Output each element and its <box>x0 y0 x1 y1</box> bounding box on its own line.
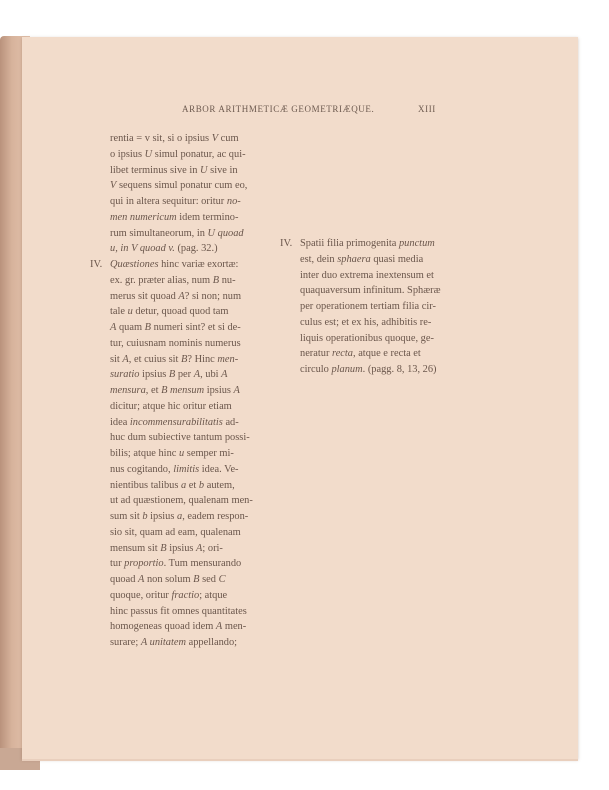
text-line <box>90 430 270 446</box>
italic-text: A <box>193 369 201 381</box>
italic-text: A <box>178 290 185 302</box>
text-line <box>90 273 270 289</box>
italic-text: B <box>181 353 188 365</box>
italic-text: incommensurabilitatis <box>129 416 223 428</box>
running-head-title: ARBOR ARITHMETICÆ GEOMETRIÆQUE. <box>182 104 375 114</box>
section-number: IV. <box>90 259 103 270</box>
italic-text: A <box>196 542 203 554</box>
text-line <box>90 367 270 383</box>
italic-text: u, in V quoad v. <box>110 243 175 255</box>
text-line <box>90 289 270 305</box>
text-segment: nus cogitando, <box>110 463 174 475</box>
text-line <box>280 331 460 347</box>
text-segment: sequens simul ponatur cum eo, <box>116 180 248 192</box>
text-segment: quasi media <box>370 253 424 265</box>
italic-text: B <box>212 274 220 286</box>
text-line <box>90 399 270 415</box>
text-segment: sio sit, quam ad eam, qualenam <box>110 526 241 538</box>
italic-text: punctum <box>398 238 435 249</box>
text-segment: quaquaversum infinitum. Sphæræ <box>300 285 441 297</box>
text-segment: , ubi <box>200 369 222 381</box>
italic-text: V <box>110 180 117 192</box>
text-segment: quoad <box>110 574 138 585</box>
text-segment: libet terminus sive in <box>110 164 201 176</box>
text-segment: per <box>175 369 194 381</box>
italic-text: A <box>138 574 145 585</box>
italic-text: B mensum <box>161 385 205 396</box>
text-segment: . (pagg. 8, 13, 26) <box>362 364 437 375</box>
text-line <box>110 178 270 194</box>
text-segment: inter duo extrema inextensum et <box>300 269 434 281</box>
text-segment: Spatii filia primogenita <box>300 238 399 249</box>
text-segment: simul ponatur, ac qui- <box>152 148 246 160</box>
italic-text: b <box>142 511 148 522</box>
italic-text: U <box>144 148 153 160</box>
text-segment: ex. gr. præter alias, num <box>110 274 213 286</box>
italic-text: A <box>221 369 228 381</box>
italic-text: B <box>144 322 151 333</box>
text-segment: rum simultaneorum, in <box>110 227 208 239</box>
text-line <box>110 226 270 242</box>
text-segment: ? Hinc <box>187 353 218 365</box>
text-line <box>280 268 460 284</box>
italic-text: limitis <box>173 463 200 475</box>
italic-text: recta <box>332 348 353 360</box>
italic-text: sphaera <box>337 253 371 265</box>
text-segment: bilis; atque hinc <box>110 448 179 459</box>
text-segment: sit <box>110 353 123 365</box>
text-line <box>90 635 270 651</box>
text-line <box>110 163 270 179</box>
italic-text: proportio <box>124 558 164 570</box>
text-segment: men- <box>222 621 247 633</box>
text-line <box>280 236 460 252</box>
text-line <box>90 619 270 635</box>
italic-text: planum <box>331 364 363 375</box>
right-section-iv <box>280 236 460 378</box>
text-segment: circulo <box>300 364 332 375</box>
text-line <box>90 572 270 588</box>
text-segment: , eadem respon- <box>182 511 249 522</box>
text-line <box>280 315 460 331</box>
text-line <box>90 320 270 336</box>
text-line <box>90 383 270 399</box>
italic-text: suratio <box>110 369 140 381</box>
left-column <box>90 131 270 651</box>
text-line <box>90 556 270 572</box>
text-line <box>90 509 270 525</box>
text-segment: liquis operationibus quoque, ge- <box>300 332 434 344</box>
text-segment: ipsius <box>139 369 169 381</box>
text-line <box>90 336 270 352</box>
italic-text: B <box>168 369 176 381</box>
text-segment: hinc variæ exortæ: <box>158 259 239 270</box>
text-segment: culus est; et ex his, adhibitis re- <box>300 316 432 328</box>
text-segment: nu- <box>219 274 236 286</box>
text-segment: per operationem tertiam filia cir- <box>300 301 436 312</box>
italic-text: mensura <box>110 385 146 396</box>
text-line <box>90 525 270 541</box>
italic-text: U <box>200 164 208 176</box>
text-line <box>110 210 270 226</box>
text-segment: quam <box>116 322 145 333</box>
text-line <box>90 493 270 509</box>
text-segment: ad- <box>222 416 239 428</box>
text-segment: et <box>186 479 199 491</box>
text-segment: tur, cuiusnam nominis numerus <box>110 337 241 349</box>
text-line <box>90 478 270 494</box>
italic-text: U quoad <box>207 227 244 239</box>
text-segment: dicitur; atque hic oritur etiam <box>110 400 232 412</box>
text-segment: , et <box>145 385 162 396</box>
text-line <box>280 362 460 378</box>
text-line <box>90 415 270 431</box>
text-segment: tale <box>110 306 128 318</box>
italic-text: A <box>122 353 129 365</box>
italic-text: Quæstiones <box>110 259 159 270</box>
italic-text: C <box>218 574 226 585</box>
italic-text: u <box>178 448 185 459</box>
section-number: IV. <box>280 238 293 249</box>
text-segment: sed <box>199 574 219 585</box>
italic-text: men numericum <box>110 211 177 223</box>
text-segment: numeri sint? et si de- <box>151 322 241 333</box>
text-segment: cum <box>218 133 239 144</box>
text-segment: quoque, oritur <box>110 589 172 601</box>
text-segment: appellando; <box>186 637 238 648</box>
italic-text: A <box>110 322 117 333</box>
text-segment: ; atque <box>199 589 228 601</box>
italic-text: a <box>181 479 187 491</box>
left-section-iv <box>90 257 270 651</box>
italic-text: a <box>177 511 183 522</box>
text-line <box>110 147 270 163</box>
left-continuation-paragraph <box>90 131 270 257</box>
text-line <box>90 304 270 320</box>
page-bottom-edge <box>22 759 578 761</box>
text-line <box>90 541 270 557</box>
italic-text: B <box>193 574 200 585</box>
text-segment: est, dein <box>300 253 338 265</box>
text-segment: rentia = v sit, si o ipsius <box>110 133 212 144</box>
text-segment: semper mi- <box>184 448 234 459</box>
text-line <box>90 604 270 620</box>
text-segment: detur, quoad quod tam <box>132 306 229 318</box>
text-line <box>90 588 270 604</box>
text-segment: hinc passus fit omnes quantitates <box>110 605 247 617</box>
text-line <box>280 299 460 315</box>
page-number: XIII <box>418 104 436 114</box>
italic-text: A <box>215 621 223 633</box>
text-segment: , et cuius sit <box>128 353 182 365</box>
italic-text: b <box>198 479 205 491</box>
text-line <box>280 283 460 299</box>
italic-text: men- <box>217 353 239 365</box>
text-segment: ut ad quæstionem, qualenam men- <box>110 495 253 507</box>
text-line <box>90 446 270 462</box>
text-segment: surare; <box>110 637 141 648</box>
text-segment: idem termino- <box>176 211 239 223</box>
text-segment: non solum <box>144 574 194 585</box>
text-line <box>90 257 270 273</box>
text-segment: neratur <box>300 348 333 360</box>
text-segment: ipsius <box>147 511 177 522</box>
text-line <box>90 462 270 478</box>
text-segment: , atque e recta et <box>353 348 421 360</box>
right-column <box>280 236 460 378</box>
italic-text: B <box>160 542 167 554</box>
text-segment: tur <box>110 558 125 570</box>
text-segment: huc dum subiective tantum possi- <box>110 432 250 444</box>
text-line <box>280 346 460 362</box>
italic-text: A <box>233 385 240 396</box>
italic-text: V <box>211 133 219 144</box>
text-segment: autem, <box>204 479 235 491</box>
text-segment: nientibus talibus <box>110 479 181 491</box>
text-segment: o ipsius <box>110 148 145 160</box>
text-segment: merus sit quoad <box>110 290 179 302</box>
text-segment: qui in altera sequitur: oritur <box>110 196 227 207</box>
text-segment: idea <box>110 416 130 428</box>
text-segment: idea. Ve- <box>199 463 239 475</box>
text-line <box>110 131 270 147</box>
text-segment: . Tum mensurando <box>163 558 242 570</box>
text-segment: ipsius <box>204 385 234 396</box>
text-segment: homogeneas quoad idem <box>110 621 216 633</box>
text-line <box>110 194 270 210</box>
text-segment: mensum sit <box>110 542 161 554</box>
italic-text: fractio <box>171 589 200 601</box>
text-line <box>280 252 460 268</box>
text-segment: ? si non; num <box>184 290 242 302</box>
text-segment: ; ori- <box>202 542 223 554</box>
text-segment: sum sit <box>110 511 143 522</box>
text-line <box>90 352 270 368</box>
text-segment: sive in <box>207 164 238 176</box>
italic-text: u <box>127 306 133 318</box>
italic-text: no- <box>226 196 241 207</box>
text-segment: (pag. 32.) <box>174 243 218 255</box>
text-segment: ipsius <box>166 542 197 554</box>
italic-text: A unitatem <box>140 637 186 648</box>
text-line <box>110 241 270 257</box>
